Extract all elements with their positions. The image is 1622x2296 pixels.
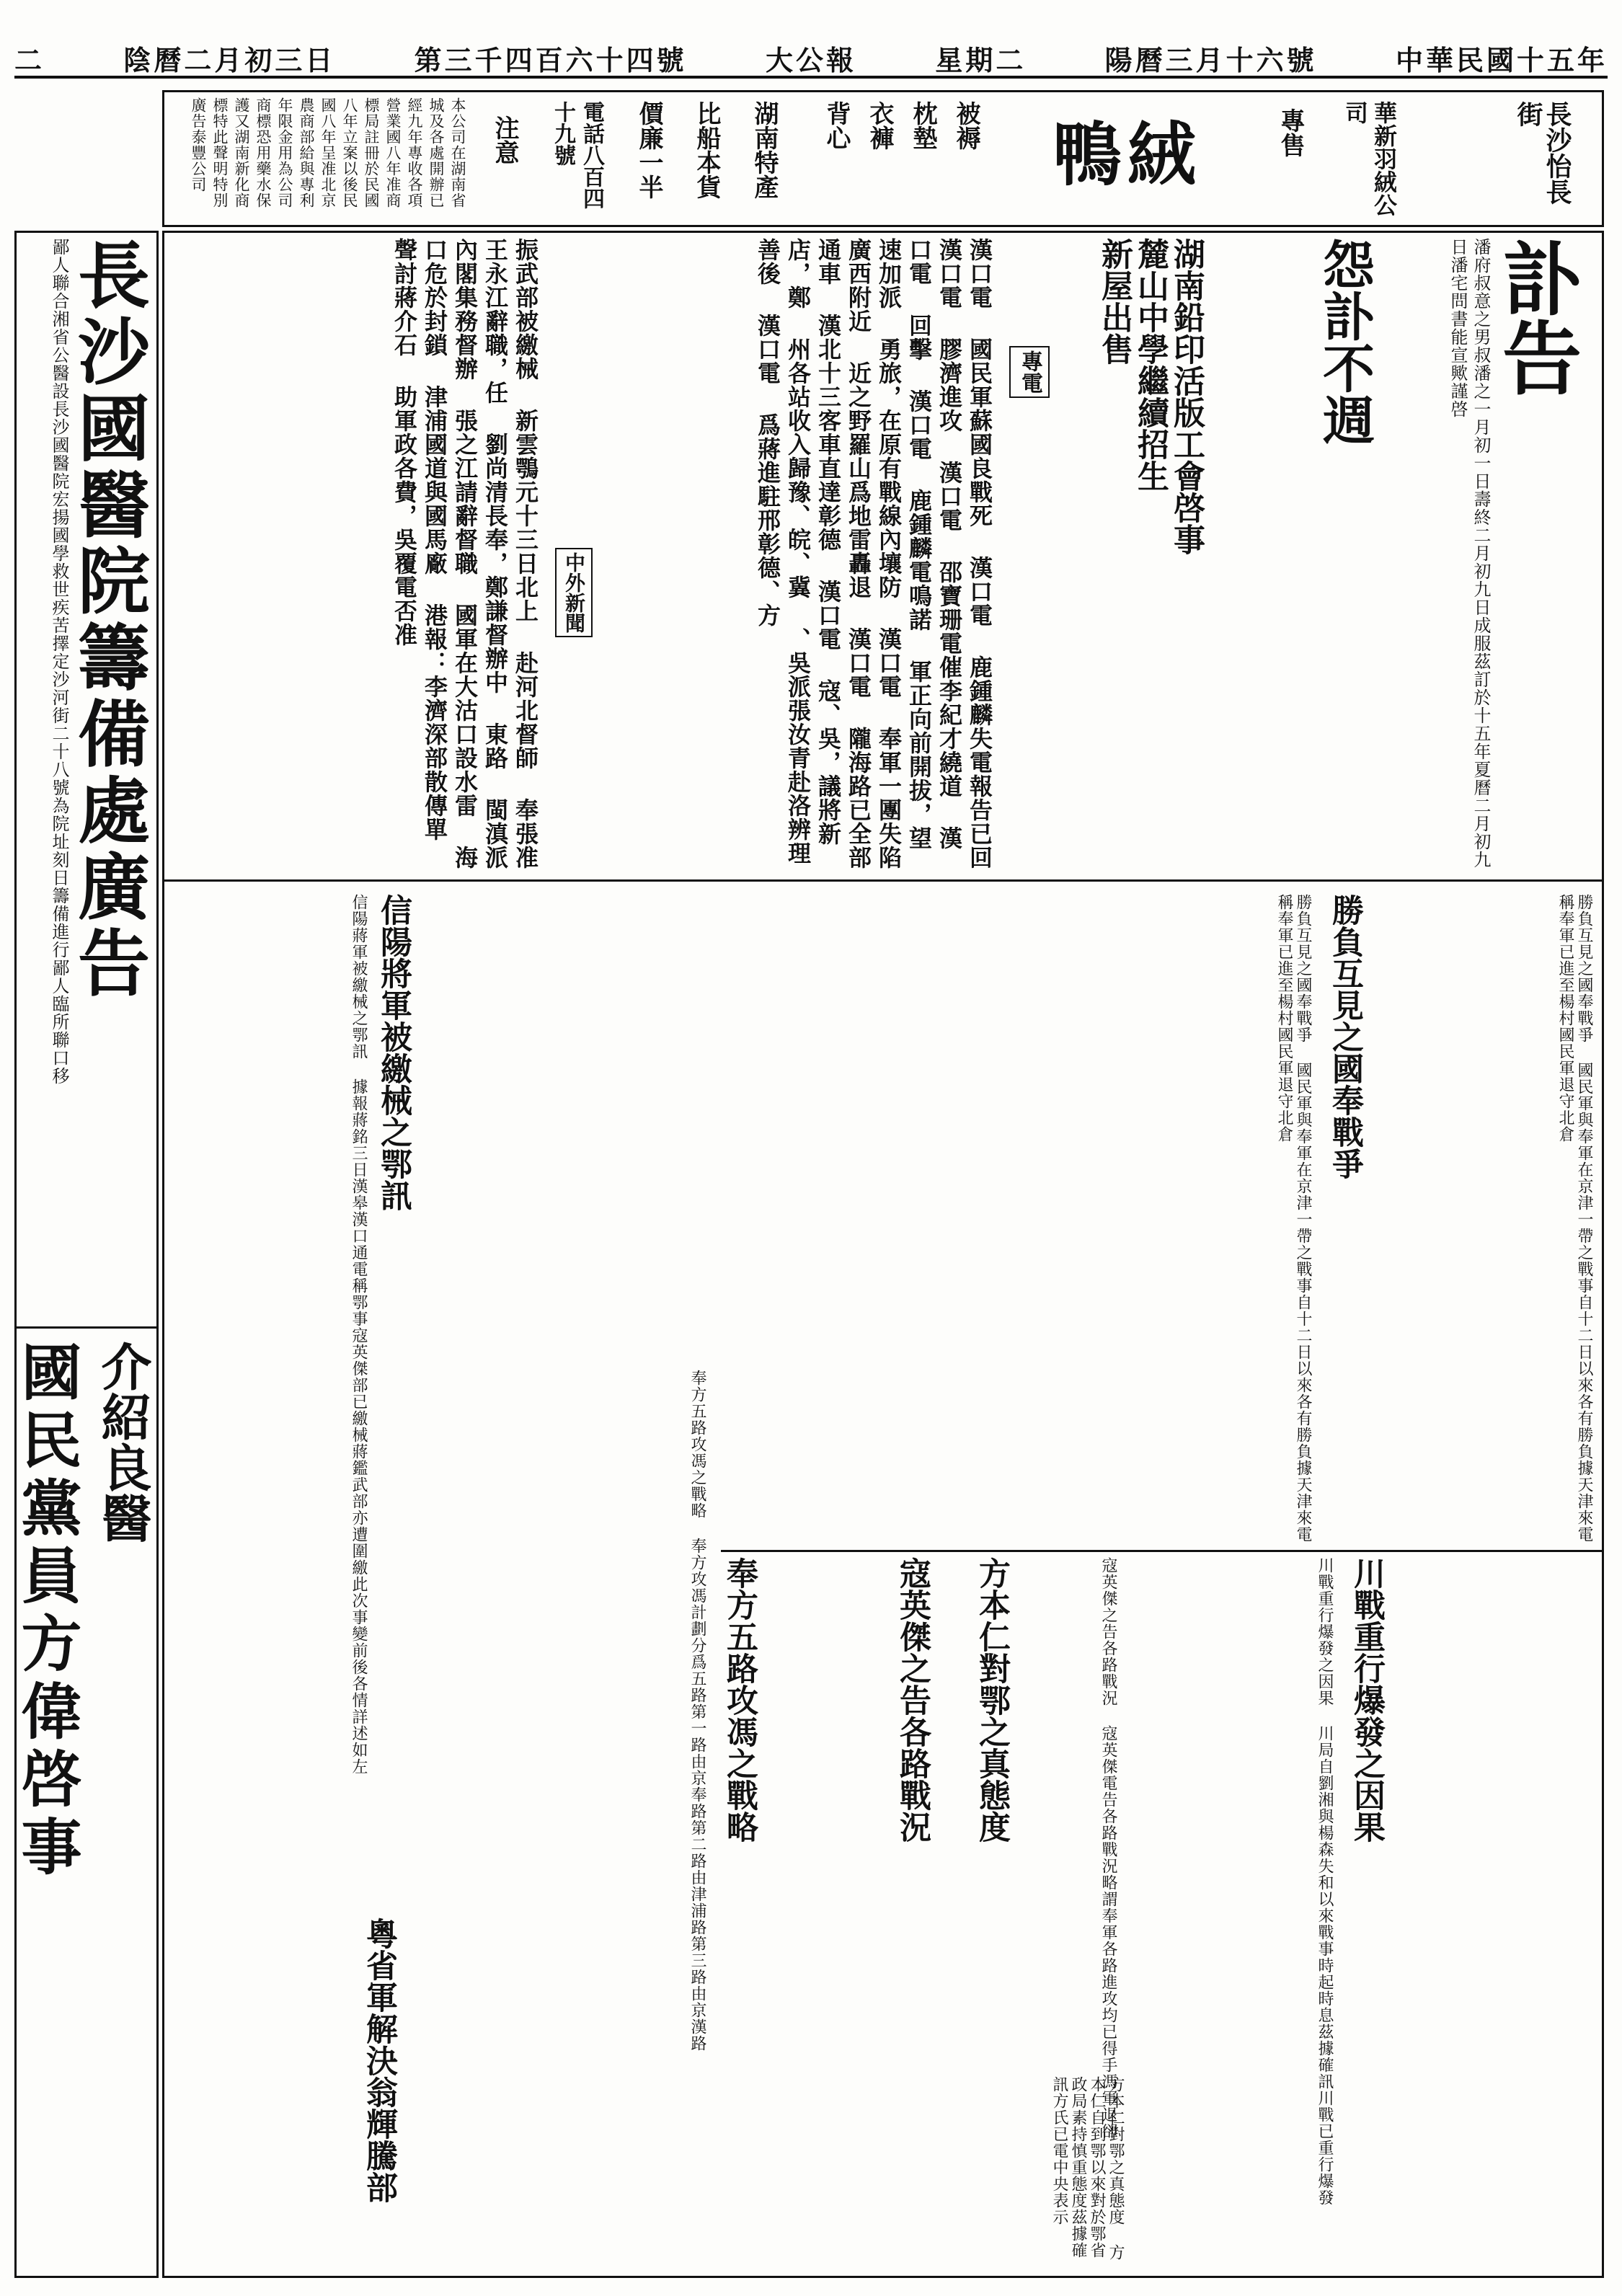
telegram-item: 劉尚清長奉，鄭謙督辦中: [482, 433, 509, 694]
school-enrollment-notice: 麓山中學繼續招生: [1132, 238, 1169, 492]
hospital-ad-body: 鄙人聯合湘省公醫設長沙國醫院宏揚國學救世疾苦擇定沙河街二十八號為院址刻日籌備進行鄙人臨所聯口移: [49, 238, 69, 1085]
telegram-item: 漢口電 奉軍一團失陷廣西附近: [845, 238, 903, 869]
ad-agent-co: 華新羽絨公司: [1342, 101, 1398, 216]
telegram-column: [548, 238, 995, 872]
doctor-intro: 介紹良醫: [93, 1341, 153, 1543]
telegram-item: 漢口電 膠濟進攻: [936, 238, 963, 433]
telegram-section-label: 專電: [1009, 346, 1050, 398]
obituary-body: 潘府叔意之男叔潘之一月初一日壽終二月初九日成服茲訂於十五年夏曆二月初九日潘宅問書能宣歟謹啓: [1448, 238, 1491, 869]
masthead-weekday: 星期二: [935, 43, 1027, 76]
telegram-item: 新雲鶚元十三日北上: [512, 409, 539, 623]
ad-specialty: 湖南特產: [750, 101, 779, 199]
hospital-ad-title: 長沙國醫院籌備處廣告: [66, 238, 151, 1002]
house-sale-notice: 新屋出售: [1096, 238, 1133, 365]
telegram-item: 閩滇派內閣集務督辦: [451, 238, 509, 869]
company-notice: 本公司在湖南省城及各處開辦已經九年專收各項營業國八年准商標局註冊於民國八年立案以後民國八年呈准北京農商部給與專利年限金用為公司商標恐用藥水保護又湖南新化商標特此聲明特別廣告泰豐公司: [190, 97, 466, 208]
telegram-item: 振武部被繳械: [512, 238, 539, 381]
ad-price: 價廉一半: [634, 101, 663, 199]
section-divider-2: [721, 1550, 1604, 1552]
masthead-title: 大公報: [765, 43, 856, 76]
telegram-item: 漢北十三客車直達彰德: [815, 314, 842, 551]
masthead-date-lunar: 陰曆二月初三日: [123, 43, 336, 76]
telegram-item: 港報：李濟深部散傳單: [421, 603, 448, 841]
masthead-date-western: 陽曆三月十六號: [1104, 43, 1317, 76]
masthead: [14, 40, 1608, 79]
masthead-date-roc: 中華民國十五年: [1395, 43, 1608, 76]
telegram-item: 軍正向前開拔，望速加派: [875, 238, 933, 850]
news6-body: 川戰重行爆發之因果 川局自劉湘與楊森失和以來戰事時起時息茲據確訊川戰已重行爆發: [1316, 1557, 1334, 2206]
telegram-item: 漢口電 回擊: [905, 238, 963, 850]
telegram-item: 津浦國道與國馬廠: [421, 385, 448, 575]
news1-body: 信陽蔣軍被繳械之鄂訊 據報蔣銘三日漢皋漢口通電稱鄂事寇英傑部已繳械蔣鑑武部亦遭圍繳此次事變前後各情詳述如左: [350, 894, 368, 1775]
telegram-item: 勇旅，在原有戰線內壤防: [875, 337, 903, 599]
masthead-page-no: 二: [14, 43, 45, 76]
obituary-title: 訃告: [1489, 238, 1582, 396]
news4-body: 奉方五路攻馮之戰略 奉方攻馮計劃分爲五路第一路由京奉路第二路由津浦路第三路由京漢路: [688, 1370, 706, 2052]
telegram-item: 漢口電 鹿鍾麟失電報告已回: [966, 556, 993, 869]
obituary-subtitle: 怨訃不週: [1314, 238, 1375, 446]
telegram-item: 漢口電 鹿鍾麟電鳴諾: [905, 389, 933, 631]
domestic-news-label: 中外新聞: [555, 548, 593, 637]
telegram-item: 漢口電 國民軍蘇國良戰死: [966, 238, 993, 528]
telegram-item: 、吳派張汝青赴洛辨理善後: [754, 238, 812, 865]
ad-brand: 鴨絨: [1052, 114, 1202, 195]
ad-product-pillow: 枕墊: [908, 101, 937, 150]
news3-body: 寇英傑之告各路戰況 寇英傑電告各路戰況略謂奉軍各路進攻均已得手馮軍退卻: [1099, 1557, 1117, 2140]
ad-agent: 專售: [1276, 108, 1305, 157]
headline-news5: 方本仁對鄂之真態度: [973, 1557, 1010, 1843]
ad-phone: 電話八百四十九號: [550, 101, 604, 209]
ad-ship: 比船本貨: [692, 101, 721, 199]
news5-body: 方本仁對鄂之真態度 方本仁自到鄂以來對於鄂省政局素持慎重態度茲據確訊方氏已電中央表示: [1050, 2076, 1125, 2261]
telegram-item: 漢口電 寇、吳，議將新店，鄭: [784, 238, 842, 846]
headline-news6: 川戰重行爆發之因果: [1348, 1557, 1385, 1843]
ad-note: 注意: [490, 115, 519, 164]
ad-product-clothes: 衣褲: [865, 101, 894, 150]
printing-union-notice: 湖南鉛印活版工會啓事: [1168, 238, 1205, 555]
headline-news4: 奉方五路攻馮之戰略: [721, 1557, 758, 1843]
telegram-item: 漢口電 邵寶珊電催李紀才繞道: [936, 461, 963, 798]
section-divider-1: [162, 879, 1604, 882]
telegram-item: 東路: [482, 722, 509, 770]
party-member-notice: 國民黨員方偉啓事: [12, 1341, 83, 1883]
telegram-column-2: [166, 238, 541, 872]
telegram-item: 聲討蔣介石: [391, 238, 418, 357]
headline-news1: 信陽將軍被繳械之鄂訊: [375, 894, 412, 1211]
telegram-item: 漢口電 隴海路已全部通車: [815, 238, 872, 869]
news2-body-right: 勝負互見之國奉戰爭 國民軍與奉軍在京津一帶之戰事自十二日以來各有勝負據天津來電稱奉軍已進至楊村國民軍退守北倉: [1556, 894, 1593, 1543]
telegram-item: 國軍在大沽口設水雷: [451, 603, 479, 817]
headline-news3: 寇英傑之告各路戰況: [894, 1557, 931, 1843]
telegram-item: 漢口電 爲蔣進駐邢彰德、方: [754, 314, 781, 627]
telegram-item: 奉張准王永江辭職，任: [482, 238, 539, 869]
telegram-item: 海口危於封鎖: [421, 238, 479, 869]
headline-news2: 勝負互見之國奉戰爭: [1326, 894, 1363, 1179]
ad-product-quilt: 被褥: [952, 101, 980, 150]
headline-news7: 粵省軍解決翁輝騰部: [360, 1918, 397, 2203]
left-divider: [14, 1326, 159, 1329]
ad-product-vest: 背心: [822, 101, 851, 150]
telegram-item: 州各站收入歸豫、皖、冀: [784, 337, 812, 599]
news2-body: 勝負互見之國奉戰爭 國民軍與奉軍在京津一帶之戰事自十二日以來各有勝負據天津來電稱奉軍已進至楊村國民軍退守北倉: [1275, 894, 1312, 1543]
telegram-item: 張之江請辭督職: [451, 409, 479, 575]
telegram-item: 赴河北督師: [512, 651, 539, 770]
masthead-issue: 第三千四百六十四號: [414, 43, 687, 76]
ad-street: 長沙怡長街: [1513, 101, 1572, 205]
telegram-item: 助軍政各費，吳覆電否准: [391, 385, 418, 647]
telegram-item: 近之野羅山爲地雷轟退: [845, 361, 872, 599]
